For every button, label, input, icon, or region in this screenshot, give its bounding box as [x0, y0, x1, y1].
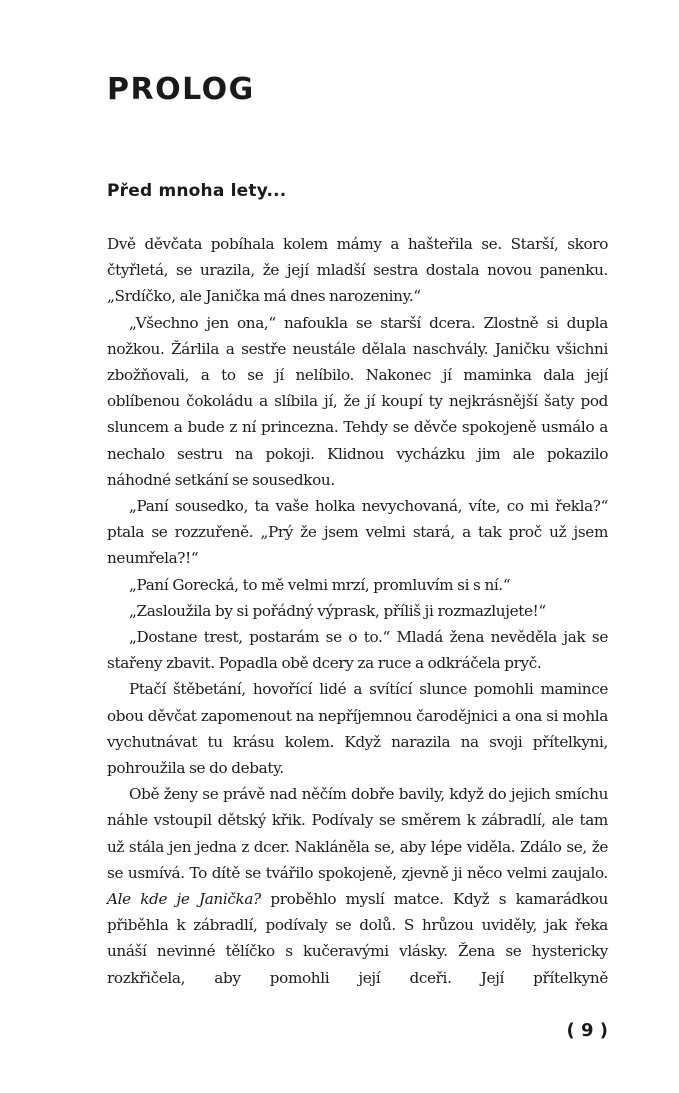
paragraph-5: „Zasloužila by si pořádný výprask, příliš ji rozmazlujete!“	[129, 601, 546, 620]
paragraph-1: Dvě děvčata pobíhala kolem mámy a hašteřila se. Starší, skoro čtyřletá, se urazila, že její mladší sestra dostala novou panenku. „Srdíčko, ale Janička má dnes narozeniny.“	[107, 235, 608, 306]
paragraph-3: „Paní sousedko, ta vaše holka nevychovaná, víte, co mi řekla?“ ptala se rozzuřeně. „Prý že jsem velmi stará, a tak proč už jsem neumřela?!“	[107, 497, 608, 568]
paragraph-8-continuation: proběhlo myslí matce. Když s kamarádkou přiběhla k zábradlí, podívaly se dolů. S hrůzou uviděly, jak řeka unáší nevinné tělíčko s kučeravými vlásky. Žena se hystericky rozkřičela, aby pomohli její dceři. Její přítelkyně	[107, 890, 608, 987]
paragraph-2: „Všechno jen ona,“ nafoukla se starší dcera. Zlostně si dupla nožkou. Žárlila a sestře neustále dělala naschvály. Janičku všichni zbožňovali, a to se jí nelíbilo. Nakonec jí maminka dala její oblíbenou čokoládu a slíbila jí, že jí koupí ty nejkrásnější šaty pod sluncem a bude z ní princezna. Tehdy se děvče spokojeně usmálo a nechalo sestru na pokoji. Klidnou vycházku jim ale pokazilo náhodné setkání se sousedkou.	[107, 313, 608, 489]
paragraph-4: „Paní Gorecká, to mě velmi mrzí, promluvím si s ní.“	[129, 575, 511, 594]
paragraph-8	[107, 781, 608, 991]
paragraph-6: „Dostane trest, postarám se o to.“ Mladá žena nevěděla jak se stařeny zbavit. Popadla obě dcery za ruce a odkráčela pryč.	[107, 628, 608, 673]
body-text	[107, 231, 608, 991]
italic-thought: Ale kde je Janička?	[107, 890, 261, 909]
paragraph-8-text: Obě ženy se právě nad něčím dobře bavily, když do jejich smíchu náhle vstoupil dětský křik. Podívaly se směrem k zábradlí, ale tam už stála jen jedna z dcer. Nakláněla se, aby lépe viděla. Zdálo se, že se usmívá. To dítě se tvářilo spokojeně, zjevně ji něco velmi zaujalo.	[107, 785, 608, 882]
section-heading: Před mnoha lety...	[107, 181, 287, 201]
page-number: ( 9 )	[566, 1020, 608, 1041]
paragraph-7: Ptačí štěbetání, hovořící lidé a svítící slunce pomohli mamince obou děvčat zapomenout na nepříjemnou čarodějnici a ona si mohla vychutnávat tu krásu kolem. Když narazila na svoji přítelkyni, pohroužila se do debaty.	[107, 680, 608, 778]
chapter-title: PROLOG	[107, 72, 255, 107]
